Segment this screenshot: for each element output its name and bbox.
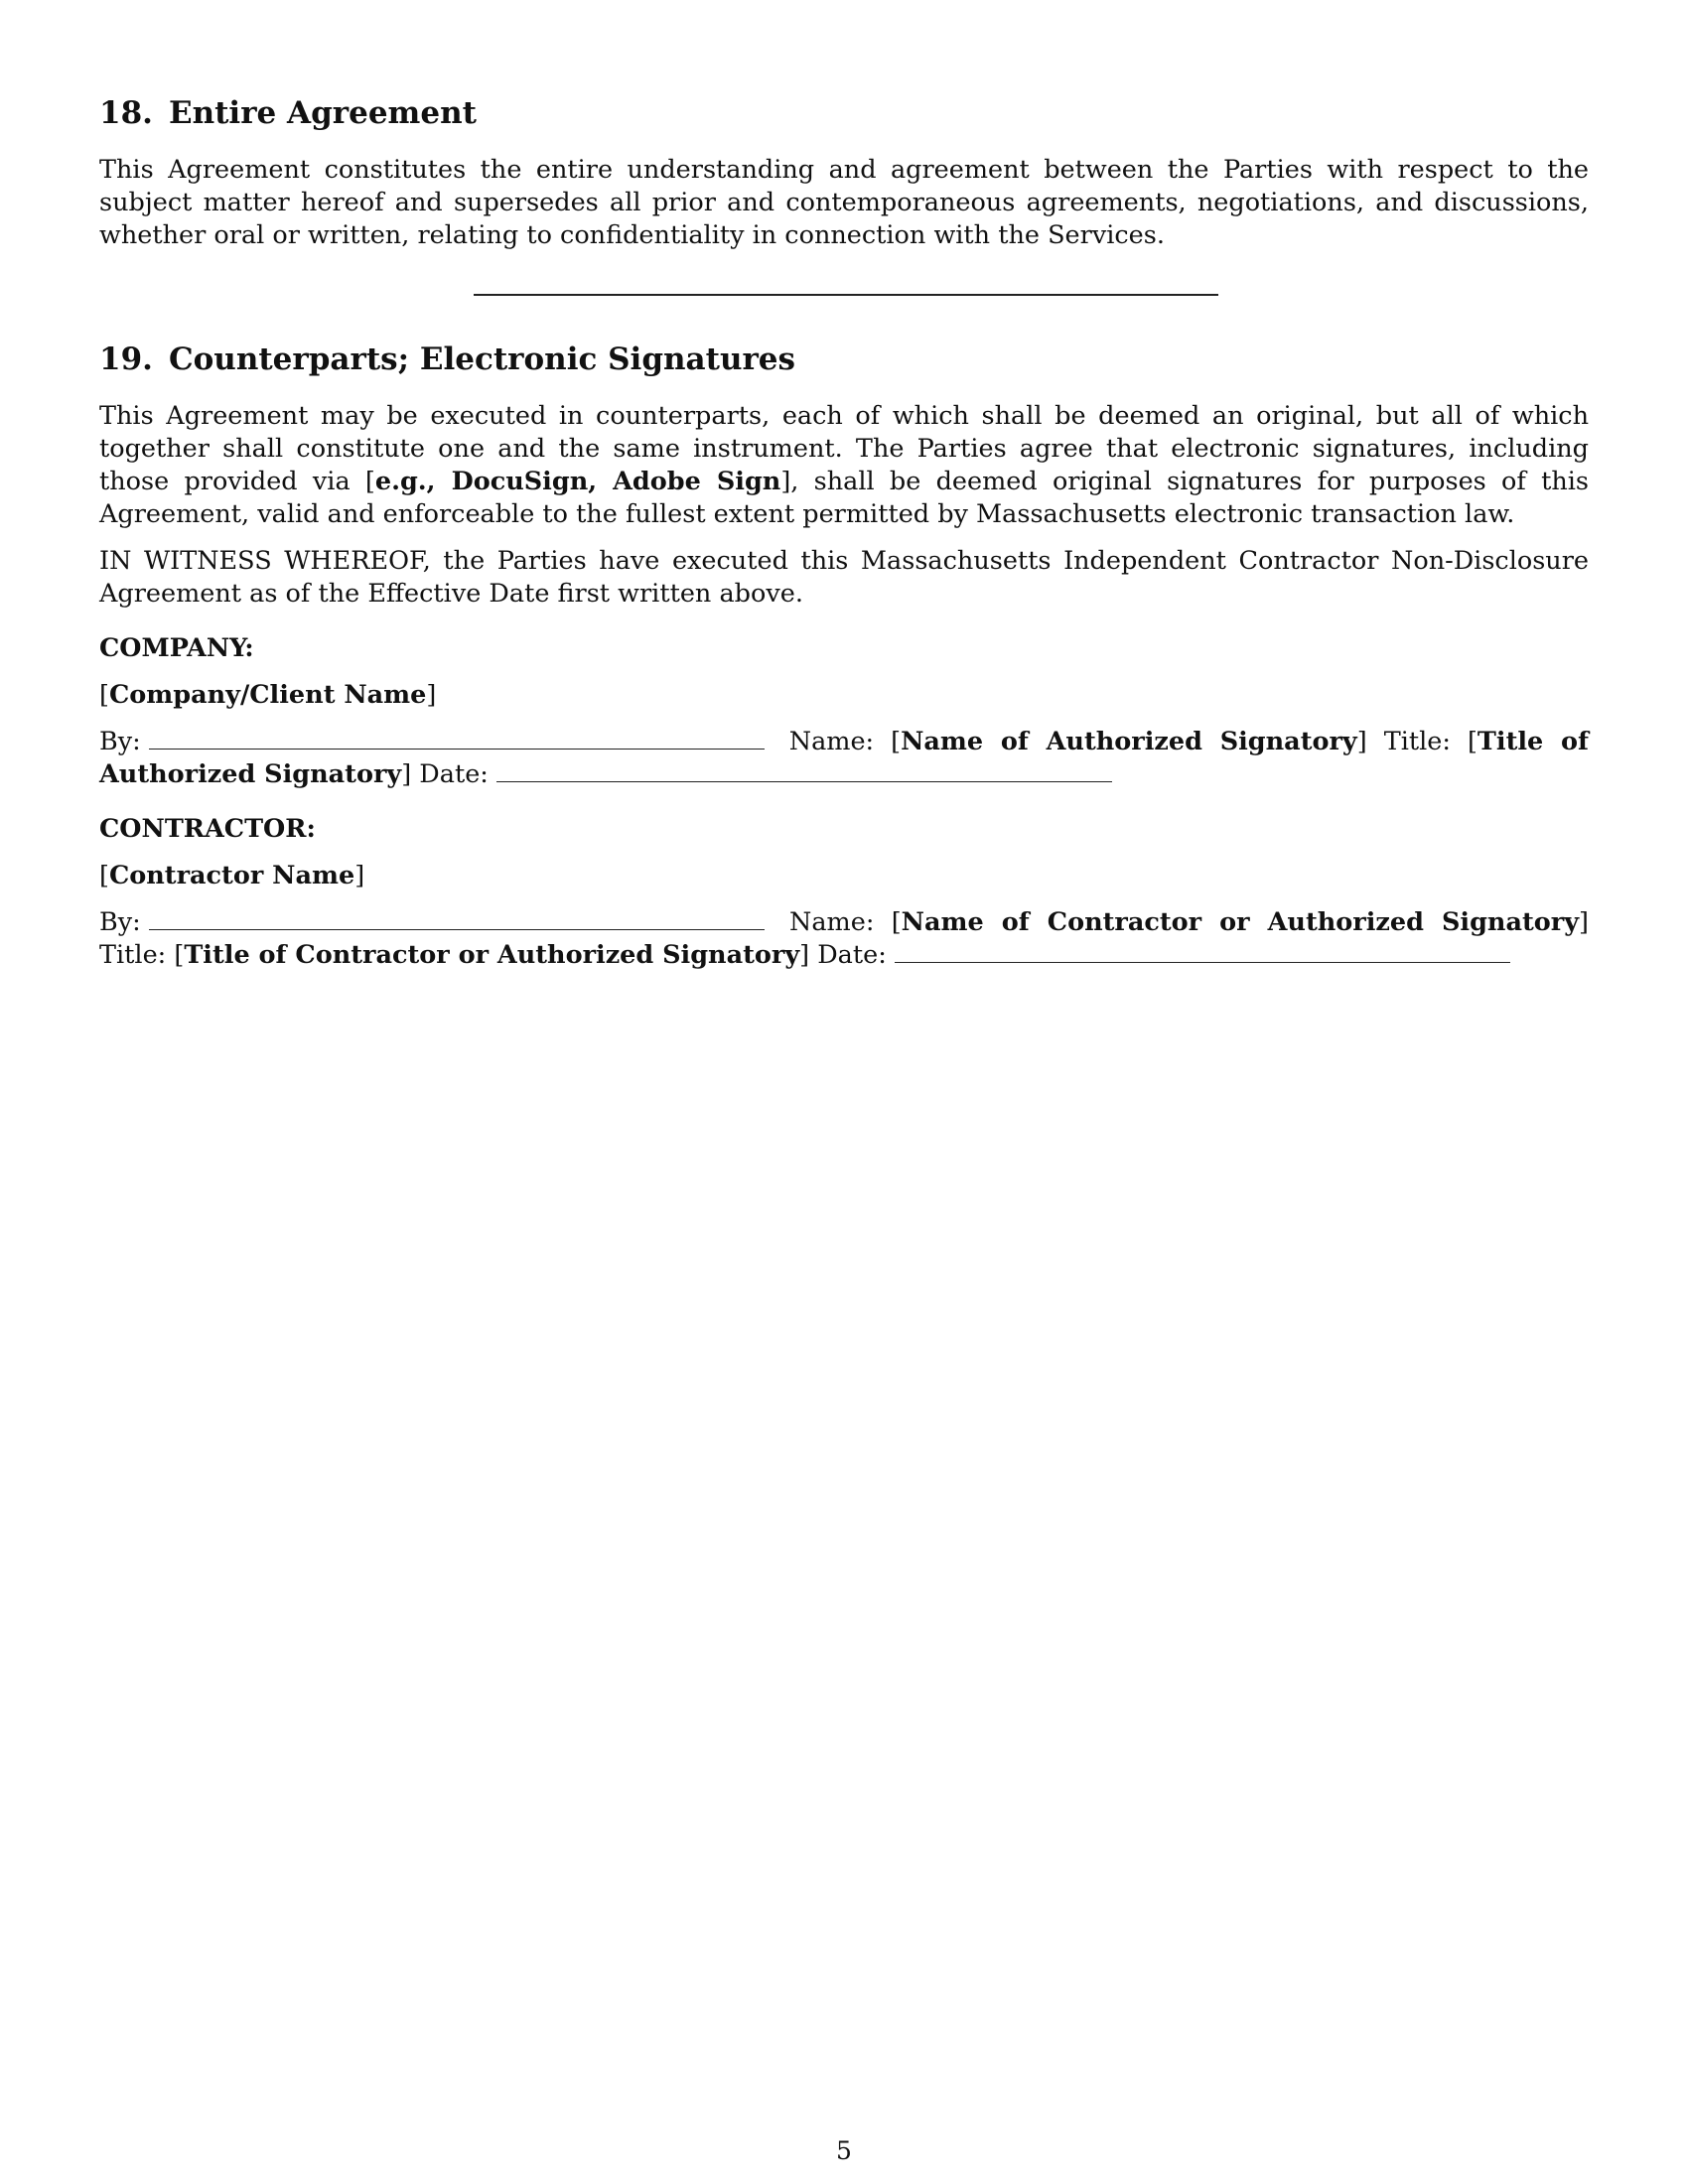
name-placeholder: Name of Contractor or Authorized Signatory — [901, 907, 1580, 938]
section-heading — [99, 95, 1589, 132]
date-line[interactable] — [496, 759, 1112, 782]
section-paragraph — [99, 400, 1589, 531]
section-entire-agreement — [99, 95, 1589, 252]
section-title: Entire Agreement — [168, 95, 477, 131]
name-label: Name: — [788, 727, 875, 757]
party-label: COMPANY: — [99, 633, 254, 664]
title-placeholder: Title of Contractor or Authorized Signatory — [184, 940, 800, 971]
section-heading — [99, 341, 1589, 378]
party-name-placeholder: Company/Client Name — [108, 680, 427, 711]
placeholder-text: e.g., DocuSign, Adobe Sign — [374, 467, 781, 497]
section-number: 18. — [99, 95, 153, 131]
signature-line[interactable] — [149, 907, 765, 930]
section-title: Counterparts; Electronic Signatures — [168, 341, 795, 378]
party-name-placeholder: Contractor Name — [108, 861, 355, 891]
page-number: 5 — [836, 2136, 852, 2165]
signature-lines: By: Name: [Name of Authorized Signatory] Title: [Title of Authorized Signatory] Date: — [99, 727, 1590, 790]
signature-block-company — [99, 632, 1589, 791]
signature-line[interactable] — [149, 727, 765, 750]
party-name: [Contractor Name] — [99, 861, 365, 891]
party-name: [Company/Client Name] — [99, 680, 437, 711]
section-paragraph: This Agreement constitutes the entire understanding and agreement between the Parties with respect to the subject matter hereof and supersedes all prior and contemporaneous agreements, negotiations, and discussions, whether oral or written, relating to confidentiality in connection with the Services. — [99, 155, 1589, 251]
signature-lines: By: Name: [Name of Contractor or Authorized Signatory] Title: [Title of Contractor or Authorized Signatory] Date: — [99, 907, 1589, 971]
name-placeholder: Name of Authorized Signatory — [901, 727, 1357, 757]
document-page — [99, 95, 1589, 986]
title-placeholder: Title of Authorized Signatory — [99, 727, 1590, 790]
witness-paragraph: IN WITNESS WHEREOF, the Parties have executed this Massachusetts Independent Contractor Non-Disclosure Agreement as of the Effective Date first written above. — [99, 546, 1589, 610]
by-label: By: — [99, 907, 141, 938]
paragraph-text: ], shall be deemed original signatures for purposes of this Agreement, valid and enforceable to the fullest extent permitted by Massachusetts electronic transaction law. — [99, 467, 1589, 530]
date-line[interactable] — [895, 940, 1510, 963]
party-label: CONTRACTOR: — [99, 814, 316, 845]
signature-block-contractor — [99, 813, 1589, 972]
paragraph-text: This Agreement may be executed in counterparts, each of which shall be deemed an original, but all of which together shall constitute one and the same instrument. The Parties agree that electronic signatures, including those provided via [ — [99, 401, 1589, 497]
section-divider — [474, 294, 1218, 296]
date-label: Date: — [817, 940, 887, 971]
section-counterparts — [99, 341, 1589, 611]
name-label: Name: — [789, 907, 875, 938]
title-label: Title: — [1383, 727, 1451, 757]
by-label: By: — [99, 727, 141, 757]
date-label: Date: — [419, 759, 489, 790]
section-number: 19. — [99, 341, 153, 378]
title-label: Title: — [99, 940, 167, 971]
